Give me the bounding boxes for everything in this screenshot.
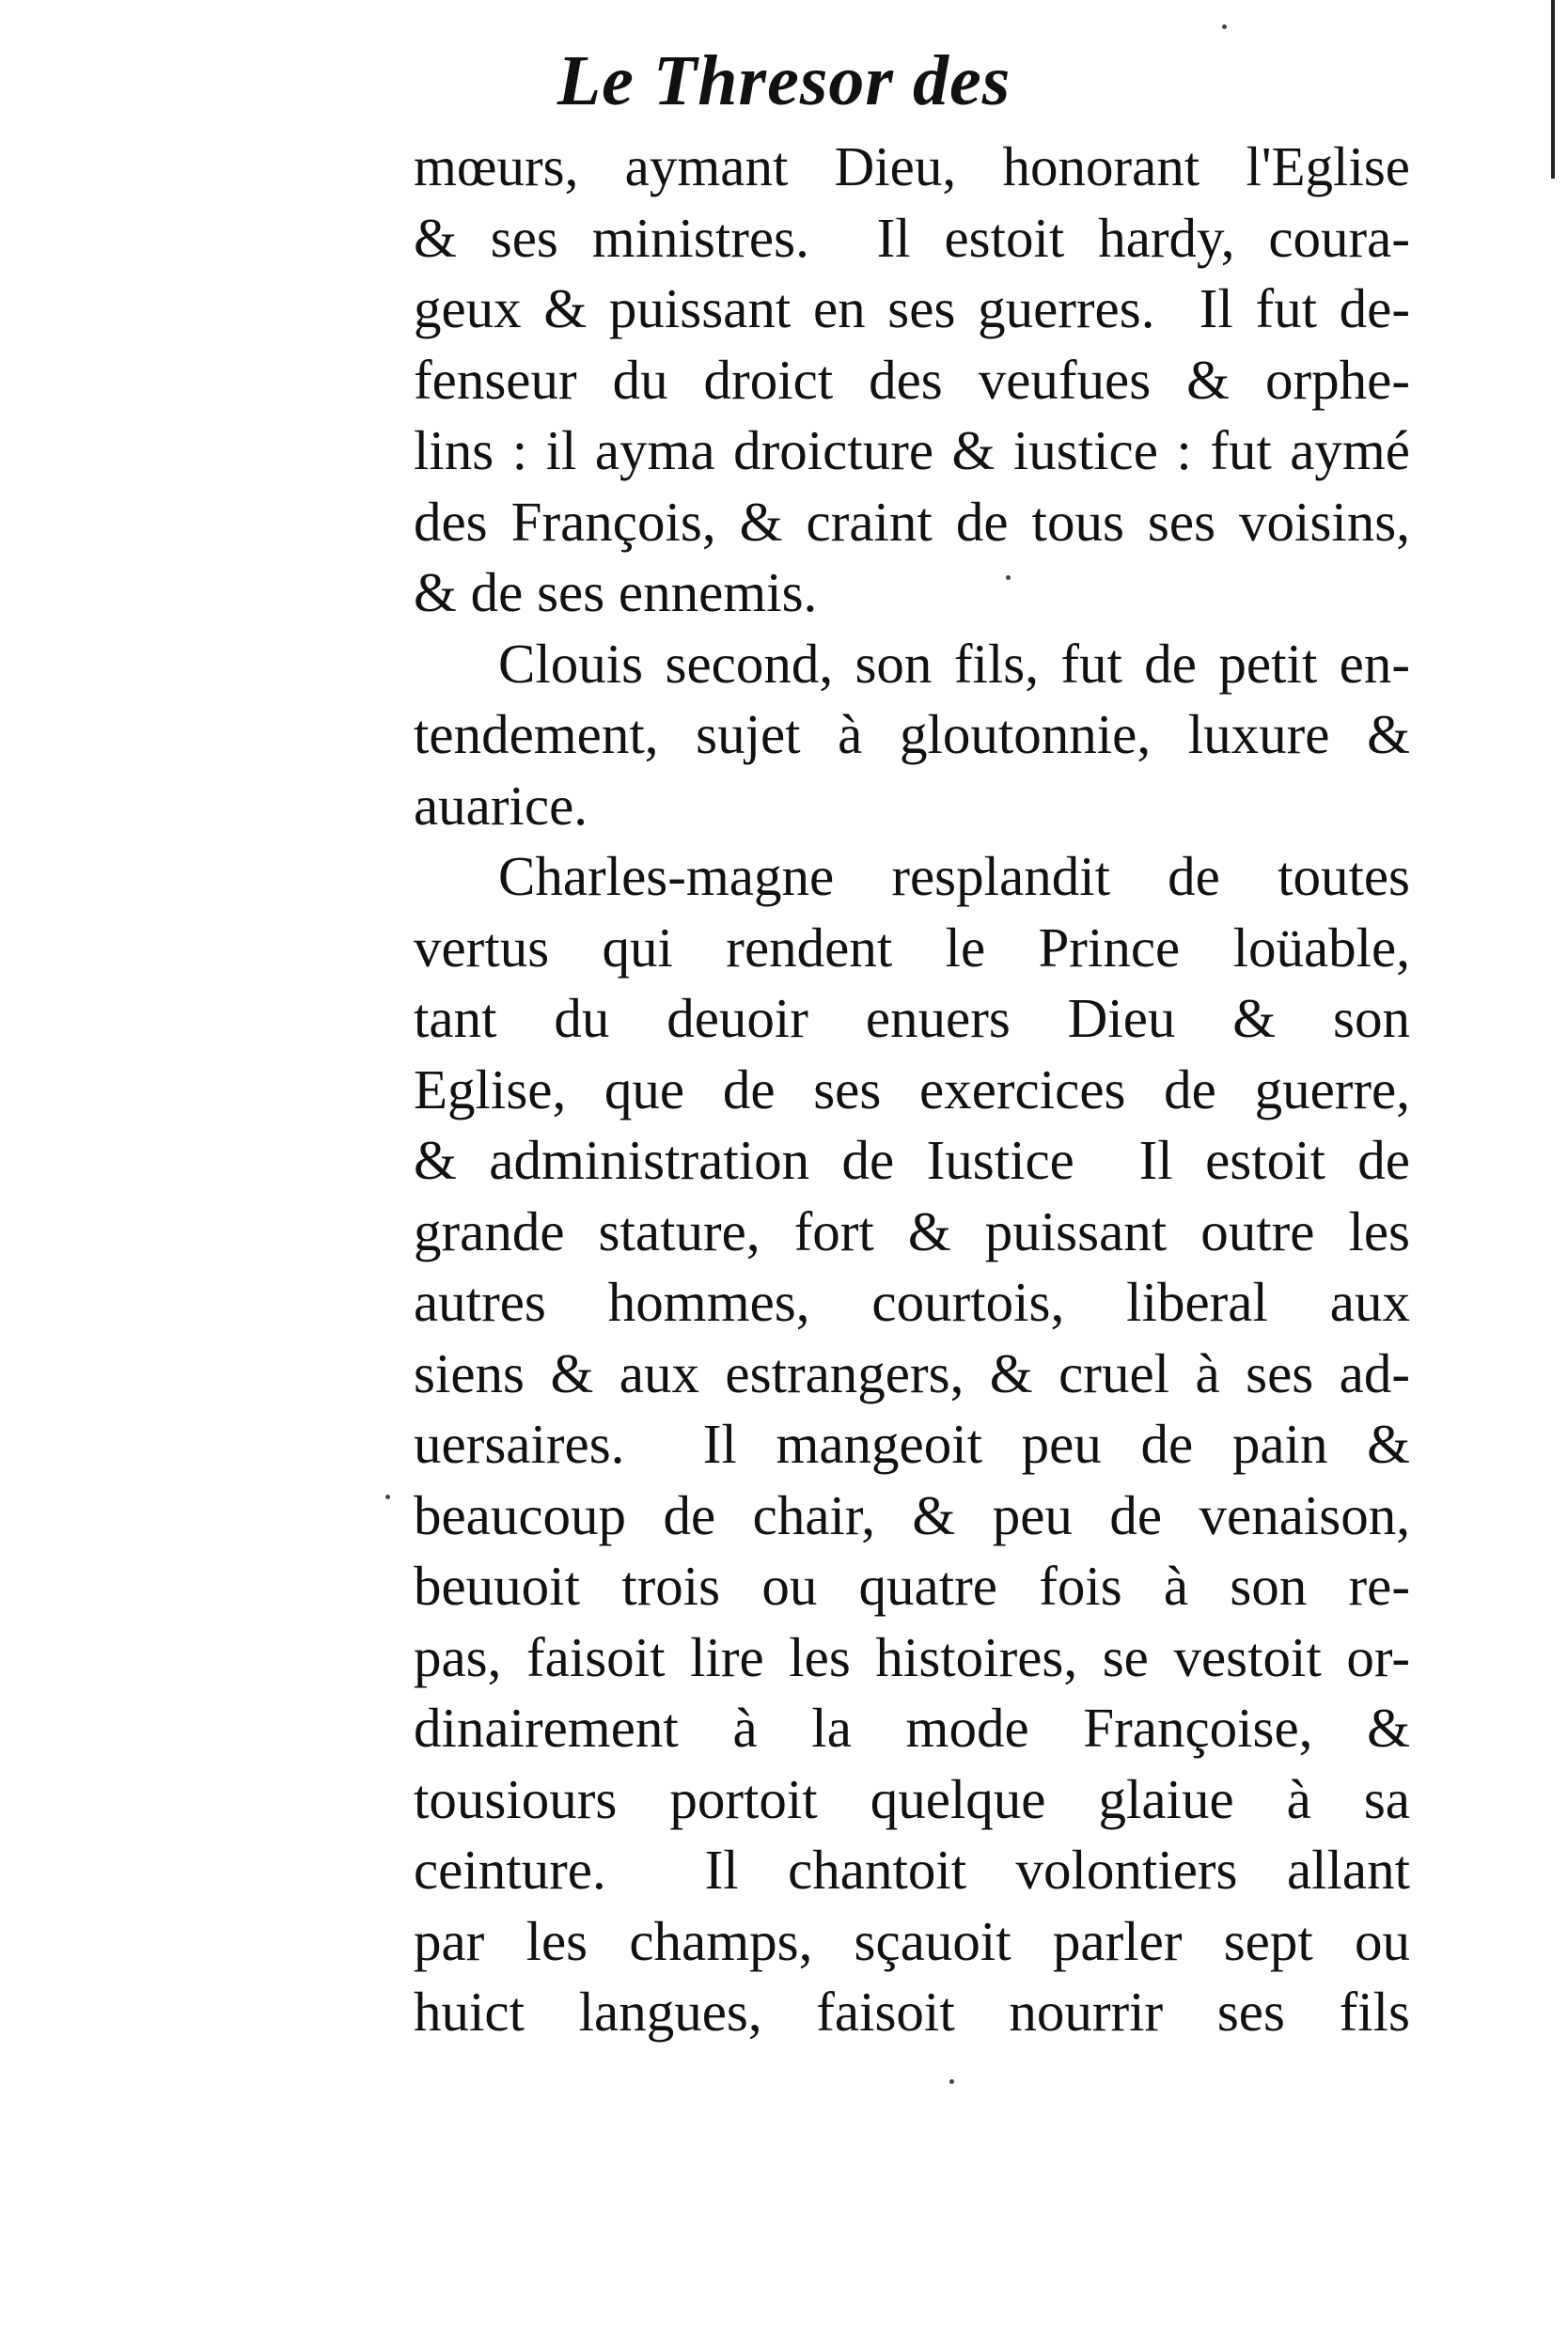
text-line: & administration de Iustice Il estoit de: [414, 1129, 1410, 1191]
text-line: lins : il ayma droicture & iustice : fut aymé: [414, 419, 1410, 481]
text-line: siens & aux estrangers, & cruel à ses ad-: [414, 1341, 1410, 1404]
print-speck: [385, 1495, 390, 1499]
text-line: auarice.: [414, 774, 588, 837]
body-text: [414, 132, 1410, 2048]
text-line: fenseur du droict des veufues & orphe-: [414, 348, 1410, 411]
print-speck: [949, 2079, 954, 2084]
text-line: Eglise, que de ses exercices de guerre,: [414, 1058, 1410, 1120]
text-line: grande stature, fort & puissant outre les: [414, 1199, 1410, 1262]
text-line: mœurs, aymant Dieu, honorant l'Eglise: [414, 135, 1410, 197]
text-line: Charles-magne resplandit de toutes: [498, 845, 1410, 907]
text-line: beuuoit trois ou quatre fois à son re-: [414, 1555, 1410, 1617]
text-line: tousiours portoit quelque glaiue à sa: [414, 1767, 1410, 1830]
text-line: dinairement à la mode Françoise, &: [414, 1697, 1410, 1759]
text-line: vertus qui rendent le Prince loüable,: [414, 916, 1410, 979]
text-line: tant du deuoir enuers Dieu & son: [414, 987, 1410, 1049]
text-line: geux & puissant en ses guerres. Il fut de-: [414, 277, 1410, 339]
print-speck: [1006, 575, 1011, 580]
text-line: par les champs, sçauoit parler sept ou: [414, 1909, 1410, 1972]
text-line: & ses ministres. Il estoit hardy, coura-: [414, 206, 1410, 269]
text-line: & de ses ennemis.: [414, 561, 818, 623]
text-line: ceinture. Il chantoit volontiers allant: [414, 1839, 1410, 1901]
text-line: uersaires. Il mangeoit peu de pain &: [414, 1413, 1410, 1475]
text-line: des François, & craint de tous ses voisins,: [414, 490, 1410, 553]
text-line: pas, faisoit lire les histoires, se vestoit or-: [414, 1625, 1410, 1688]
text-line: huict langues, faisoit nourrir ses fils: [414, 1981, 1410, 2043]
print-speck: [1222, 24, 1227, 29]
text-line: Clouis second, son fils, fut de petit en-: [498, 632, 1410, 695]
text-line: beaucoup de chair, & peu de venaison,: [414, 1483, 1410, 1546]
text-line: tendement, sujet à gloutonnie, luxure &: [414, 703, 1410, 765]
running-head: Le Thresor des: [557, 41, 1011, 120]
text-line: autres hommes, courtois, liberal aux: [414, 1271, 1410, 1333]
